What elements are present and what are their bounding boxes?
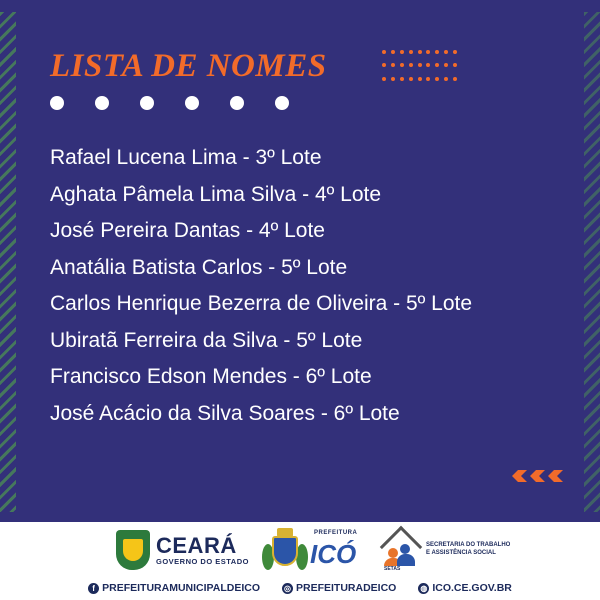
footer — [0, 522, 600, 600]
instagram-handle: PREFEITURADEICO — [296, 582, 397, 594]
list-item: José Acácio da Silva Soares - 6º Lote — [50, 401, 400, 425]
facebook-icon: f — [88, 583, 99, 594]
website-link[interactable] — [418, 582, 512, 594]
list-item: Francisco Edson Mendes - 6º Lote — [50, 365, 372, 388]
ceara-name: CEARÁ — [156, 532, 237, 558]
setas-line1: SECRETARIA DO TRABALHO — [426, 542, 511, 548]
ico-logo — [262, 526, 356, 574]
globe-icon: ◍ — [418, 583, 429, 594]
bullet-dots — [50, 96, 289, 110]
names-list — [50, 140, 472, 432]
ico-crest-icon — [262, 526, 308, 574]
website-url: ICO.CE.GOV.BR — [432, 582, 512, 594]
setas-line2: E ASSISTÊNCIA SOCIAL — [426, 550, 496, 556]
list-item: Rafael Lucena Lima - 3º Lote — [50, 146, 322, 169]
ico-name: ICÓ — [310, 538, 357, 569]
list-item: José Pereira Dantas - 4º Lote — [50, 219, 325, 242]
ceara-logo — [116, 530, 249, 570]
instagram-link[interactable] — [282, 582, 396, 594]
dot-icon — [95, 96, 109, 110]
facebook-handle: PREFEITURAMUNICIPALDEICO — [102, 582, 260, 594]
dot-icon — [275, 96, 289, 110]
setas-house-icon — [382, 526, 422, 572]
dot-icon — [50, 96, 64, 110]
ico-prefix: PREFEITURA — [314, 529, 358, 536]
dot-grid-icon — [382, 50, 462, 82]
chevrons-left-icon — [512, 470, 563, 482]
setas-logo — [382, 526, 510, 572]
list-item: Ubiratã Ferreira da Silva - 5º Lote — [50, 328, 363, 352]
dot-icon — [185, 96, 199, 110]
list-item: Anatália Batista Carlos - 5º Lote — [50, 255, 348, 279]
facebook-link[interactable] — [88, 582, 260, 594]
social-links — [0, 582, 600, 594]
list-item: Carlos Henrique Bezerra de Oliveira - 5º Lote — [50, 292, 473, 315]
page-title: LISTA DE NOMES — [50, 48, 327, 84]
list-item: Aghata Pâmela Lima Silva - 4º Lote — [50, 182, 382, 206]
ceara-shield-icon — [116, 530, 150, 570]
dot-icon — [140, 96, 154, 110]
decorative-stripes-left — [0, 12, 16, 512]
setas-short: SETAS — [384, 566, 401, 572]
decorative-stripes-right — [584, 12, 600, 512]
dot-icon — [230, 96, 244, 110]
instagram-icon: ◎ — [282, 583, 293, 594]
ceara-subtitle: GOVERNO DO ESTADO — [156, 556, 249, 566]
